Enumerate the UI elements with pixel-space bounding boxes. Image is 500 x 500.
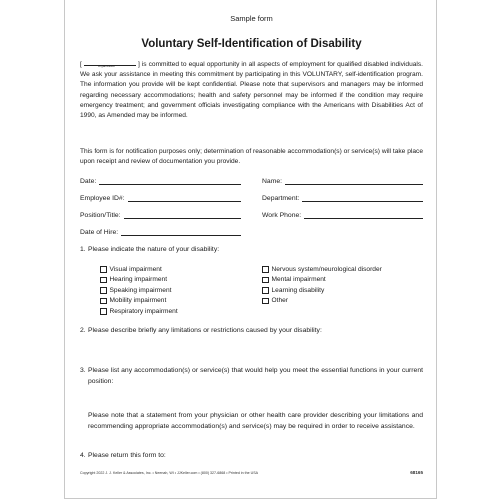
work-phone-line[interactable] xyxy=(304,211,423,219)
position-line[interactable] xyxy=(124,211,241,219)
question-2 xyxy=(80,326,423,337)
disability-option[interactable] xyxy=(262,285,382,296)
sample-label: Sample form xyxy=(230,14,273,23)
disability-option[interactable] xyxy=(100,285,178,296)
employee-id-line[interactable] xyxy=(128,194,241,202)
checkbox[interactable] xyxy=(100,298,107,305)
organization-blank[interactable] xyxy=(84,58,136,66)
checkbox[interactable] xyxy=(262,298,269,305)
name-label: Name: xyxy=(262,178,283,185)
form-title: Voluntary Self-Identification of Disability xyxy=(141,38,362,50)
work-phone-field[interactable] xyxy=(262,211,423,219)
disability-option[interactable] xyxy=(262,275,382,286)
question-3-text: Please list any accommodation(s) or service(s) that would help you meet the essential functions in your current position: xyxy=(88,367,423,385)
footer xyxy=(80,471,423,475)
option-label: Nervous system/neurological disorder xyxy=(271,265,382,273)
department-line[interactable] xyxy=(302,194,423,202)
option-label: Speaking impairment xyxy=(109,286,172,294)
department-label: Department: xyxy=(262,195,300,202)
department-field[interactable] xyxy=(262,194,423,202)
question-1-text: Please indicate the nature of your disability: xyxy=(88,246,220,253)
date-of-hire-label: Date of Hire: xyxy=(80,229,119,236)
option-label: Mental impairment xyxy=(271,276,326,284)
date-line[interactable] xyxy=(99,177,241,185)
question-4-text: Please return this form to: xyxy=(88,452,166,459)
checkbox[interactable] xyxy=(100,266,107,273)
date-field[interactable] xyxy=(80,177,241,185)
checkbox[interactable] xyxy=(100,287,107,294)
question-2-text: Please describe briefly any limitations or restrictions caused by your disability: xyxy=(88,327,322,334)
option-label: Other xyxy=(271,297,288,305)
option-label: Respiratory impairment xyxy=(109,307,178,315)
disability-options-right xyxy=(262,264,382,306)
employee-id-label: Employee ID#: xyxy=(80,195,125,202)
date-label: Date: xyxy=(80,178,97,185)
position-field[interactable] xyxy=(80,211,241,219)
intro-bracket-open: [ xyxy=(80,61,82,68)
organization-sublabel: Organization xyxy=(97,64,115,68)
form-code: 68165 xyxy=(410,470,423,475)
disability-option[interactable] xyxy=(100,296,178,307)
copyright-text: Copyright 2022 J. J. Keller & Associates, Inc. • Neenah, WI • JJKeller.com • (800) 327-6868 • Printed in the USA xyxy=(80,471,259,475)
intro-paragraph xyxy=(80,58,423,121)
position-label: Position/Title: xyxy=(80,212,121,219)
question-4 xyxy=(80,451,423,462)
intro-text: ] is committed to equal opportunity in all aspects of employment for qualified disabled individuals. We ask your assistance in meeting this commitment by participating in this VOLUNTARY, self-identification program. The information you provide will be kept confidential. Please note that supervisors and managers may be informed regarding necessary accommodations; health and safety personnel may be informed if the condition may require emergency treatment; and government officials investigating compliance with the Americans with Disabilities Act of 1990, as Amended may be informed. xyxy=(80,61,423,120)
date-of-hire-field[interactable] xyxy=(80,228,241,236)
checkbox[interactable] xyxy=(262,277,269,284)
date-of-hire-line[interactable] xyxy=(121,228,241,236)
checkbox[interactable] xyxy=(100,277,107,284)
question-1-number: 1. xyxy=(80,246,86,253)
disability-option[interactable] xyxy=(262,296,382,307)
disability-options-left xyxy=(100,264,178,317)
disability-option[interactable] xyxy=(262,264,382,275)
disability-option[interactable] xyxy=(100,306,178,317)
disability-option[interactable] xyxy=(100,264,178,275)
option-label: Mobility impairment xyxy=(109,297,167,305)
option-label: Visual impairment xyxy=(109,265,162,273)
checkbox[interactable] xyxy=(262,287,269,294)
name-line[interactable] xyxy=(285,177,423,185)
question-3 xyxy=(80,366,423,387)
work-phone-label: Work Phone: xyxy=(262,212,302,219)
notice-paragraph: This form is for notification purposes only; determination of reasonable accommodation(s) or service(s) will take place upon receipt and review of documentation you provide. xyxy=(80,148,423,166)
checkbox[interactable] xyxy=(100,308,107,315)
physician-note xyxy=(80,411,423,432)
option-label: Learning disability xyxy=(271,286,325,294)
checkbox[interactable] xyxy=(262,266,269,273)
question-1 xyxy=(80,245,423,256)
form-sheet xyxy=(64,0,437,499)
employee-id-field[interactable] xyxy=(80,194,241,202)
question-2-number: 2. xyxy=(80,327,86,334)
name-field[interactable] xyxy=(262,177,423,185)
question-3-number: 3. xyxy=(80,367,86,374)
question-4-number: 4. xyxy=(80,452,86,459)
disability-option[interactable] xyxy=(100,275,178,286)
option-label: Hearing impairment xyxy=(109,276,168,284)
physician-note-text: Please note that a statement from your physician or other health care provider describing your limitations and recommending appropriate accommodation(s) and service(s) may be required in order to receive assistance. xyxy=(88,412,423,430)
